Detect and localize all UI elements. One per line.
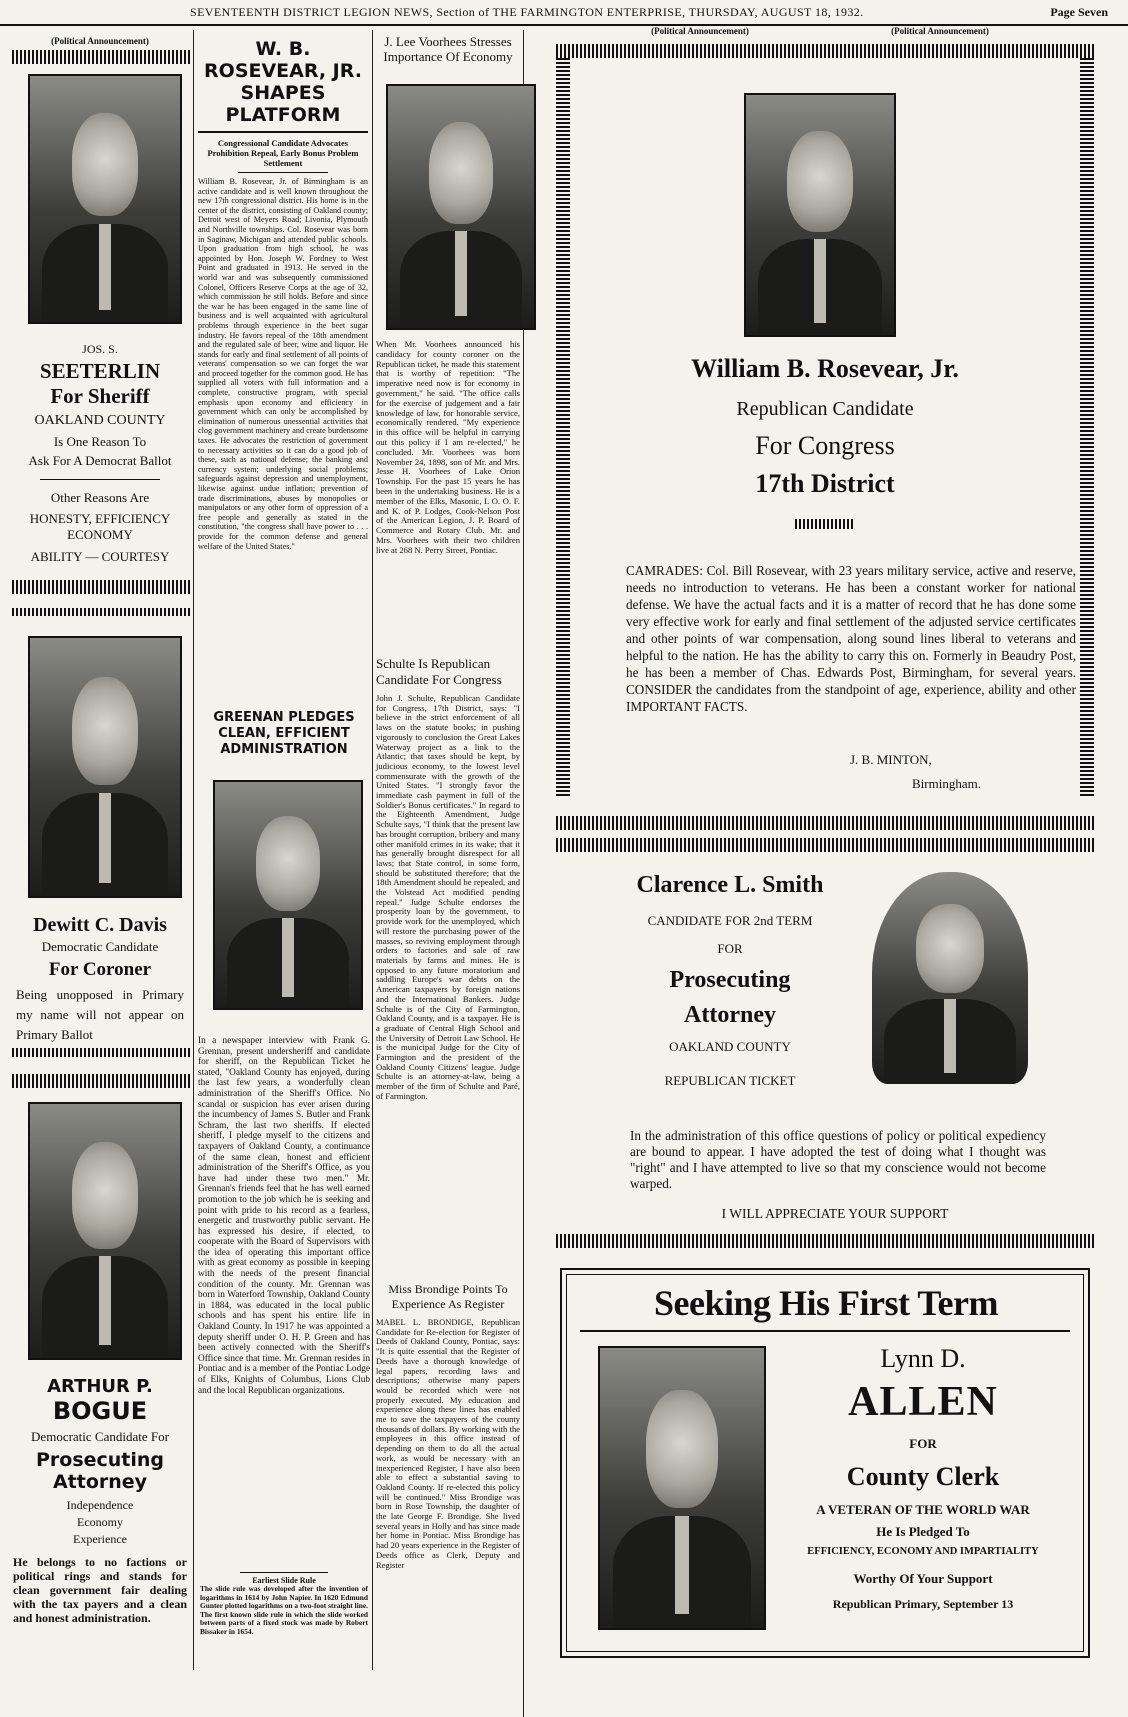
seeterlin-name1: JOS. S. [82, 342, 118, 356]
seeterlin-name2: SEETERLIN [39, 359, 161, 383]
seeterlin-photo [28, 74, 182, 324]
rosevear-ad-line2: For Congress [755, 431, 895, 460]
smith-closing: I WILL APPRECIATE YOUR SUPPORT [721, 1206, 949, 1221]
voorhees-headline: J. Lee Voorhees Stresses Importance Of Economy [383, 34, 513, 64]
seeterlin-line2: Ask For A Democrat Ballot [28, 453, 172, 468]
smith-line4: Attorney [684, 1002, 776, 1028]
schulte-body: John J. Schulte, Republican Candidate for Congress, 17th District, says: "I believe in the strict enforcement of all laws on the statute books; in pushing vigorously to conclusion the Great Lakes Waterway project as a link to the Atlantic; that taxes should be kept, by judicious economy, to the lowest level commensurate with the growth of the United States. "I strongly favor the immediate cash payment in full of the Soldier's Bonus certificates." In regard to the Eighteenth Amendment, Judge Schulte says, "I think that the present law has brought corruption, bribery and many other manifold crimes in its wake; that it has generally brought disrespect for all laws; that State control, in some form, should be substituted therefore; that the 18th Amendment should be repealed, and the Volstead Act modified pending repeal." Judge Schulte endorses the prosperity loan by the government, to provide work for the unemployed, which will restore the purchasing power of the masses, so reviving employment through orders to factories and sale of raw materials by farms and mines. He is opposed to any future moratorium and saddling Europe's war debts on the American taxpayers by foreign nations and the International Bankers. Judge Schulte is of the City of Farmington, Oakland County, and is a taxpayer. He is a graduate of Central High School and the University of Detroit Law School. He is the municipal Judge for the City of Farmington and the president of the Oakland County Citizens' league. Judge Schulte is an attorney-at-law, being a member of the firm of Schulte and Paré, of Farmington. [376, 693, 520, 1101]
rosevear-ad-name: William B. Rosevear, Jr. [691, 354, 959, 383]
davis-note: Being unopposed in Primary my name will not appear on Primary Ballot [16, 987, 184, 1042]
allen-line3: EFFICIENCY, ECONOMY AND IMPARTIALITY [807, 1546, 1039, 1557]
rosevear-photo [744, 93, 896, 337]
divider [12, 50, 190, 64]
divider [556, 838, 1094, 852]
rosevear-ad-body: CAMRADES: Col. Bill Rosevear, with 23 years military service, active and reserve, needs no introduction to veterans. He has been a constant worker for national defense. We have the actual facts and it is a matter of record that he has done some very effective work for early and final settlement of the adjusted service certificates and other points of war compensation, along sound lines liberal to veterans and helpful to the nation. He has the ability to carry this on. Formerly in Beaudry Post, he has been a member of Chas. Edwards Post, Birmingham, for several years. CONSIDER the candidates from the standpoint of age, experience, ability and other IMPORTANT FACTS. [626, 563, 1076, 714]
masthead-line: SEVENTEENTH DISTRICT LEGION NEWS, Section of THE FARMINGTON ENTERPRISE, THURSDAY, AUGUST 18, 1932. [190, 5, 864, 19]
davis-photo [28, 636, 182, 898]
allen-line2: He Is Pledged To [876, 1524, 970, 1539]
allen-for: FOR [909, 1436, 937, 1451]
divider [12, 1048, 190, 1057]
voorhees-photo [386, 84, 536, 330]
davis-name: Dewitt C. Davis [33, 914, 167, 936]
grennan-headline: GREENAN PLEDGES CLEAN, EFFICIENT ADMINISTRATION [213, 710, 355, 757]
bogue-party: Democratic Candidate For [31, 1429, 169, 1444]
smith-line6: REPUBLICAN TICKET [664, 1073, 796, 1088]
brondige-headline: Miss Brondige Points To Experience As Register [388, 1282, 508, 1311]
political-label: (Political Announcement) [51, 36, 149, 46]
seeterlin-other: Other Reasons Are [50, 490, 150, 505]
seeterlin-reasons1: HONESTY, EFFICIENCY [29, 511, 171, 526]
allen-office: County Clerk [846, 1462, 1000, 1491]
davis-office: For Coroner [48, 959, 152, 980]
divider [556, 816, 1094, 830]
column-rule [372, 30, 373, 1670]
divider [12, 580, 190, 594]
brondige-body: MABEL L. BRONDIGE, Republican Candidate for Re-election for Register of Deeds of Oakland County, Pontiac, says: "It is quite essential that the Register of Deeds have a thorough knowledge of legal papers, recording laws and descriptions; otherwise many papers would be recorded which were not properly executed. My education and experience along these lines has enabled me to save the taxpayers of the county thousands of dollars. By working with the employees in this office instead of depending on them to do all the actual work, as would be necessary with an inexperienced Register, I have also been able to effect a substantial saving to Oakland County. If re-elected this policy will be continued." Miss Brondige was born in Rose Township, the daughter of the late George F. Brondige. She lived several years in Holly and has since made her home in Pontiac. Miss Brondige has had 20 years experience in the Register of Deeds office as Clerk, Deputy and Register [376, 1317, 520, 1570]
allen-line1: A VETERAN OF THE WORLD WAR [816, 1502, 1030, 1517]
davis-party: Democratic Candidate [41, 939, 159, 954]
rosevear-headline2: SHAPES PLATFORM [225, 82, 341, 126]
smith-line3: Prosecuting [669, 967, 791, 993]
political-label: (Political Announcement) [891, 26, 989, 36]
smith-photo [872, 872, 1028, 1084]
rosevear-ad-sig2: Birmingham. [912, 776, 981, 791]
smith-name: Clarence L. Smith [636, 872, 824, 898]
rosevear-ad-line1: Republican Candidate [736, 398, 914, 420]
bogue-name1: ARTHUR P. [47, 1376, 153, 1397]
divider [580, 1330, 1070, 1332]
seeterlin-line1: Is One Reason To [53, 434, 147, 449]
smith-line1: CANDIDATE FOR 2nd TERM [647, 913, 813, 928]
rosevear-ad-sig1: J. B. MINTON, [850, 752, 932, 767]
bogue-office2: Attorney [52, 1471, 148, 1493]
bogue-note: He belongs to no factions or political rings and stands for clean government fair dealing with the tax payers and a clean and honest administration. [13, 1555, 187, 1625]
smith-line5: OAKLAND COUNTY [669, 1039, 791, 1054]
seeterlin-county: OAKLAND COUNTY [34, 413, 166, 428]
seeterlin-reasons2: ECONOMY [67, 527, 133, 542]
divider [556, 1234, 1094, 1248]
allen-line5: Republican Primary, September 13 [832, 1597, 1014, 1611]
rosevear-ad-line3: 17th District [755, 469, 895, 498]
allen-photo [598, 1346, 766, 1630]
seeterlin-office: For Sheriff [50, 384, 150, 408]
allen-first: Lynn D. [880, 1344, 966, 1373]
slide-rule-headline: Earliest Slide Rule [252, 1576, 316, 1585]
divider [12, 608, 190, 616]
allen-banner: Seeking His First Term [653, 1283, 998, 1323]
seeterlin-reasons3: ABILITY — COURTESY [30, 549, 170, 564]
masthead [0, 0, 1128, 26]
bogue-q3: Experience [73, 1532, 127, 1546]
political-label: (Political Announcement) [651, 26, 749, 36]
slide-rule-body: The slide rule was developed after the invention of logarithms in 1614 by John Napier. In 1620 Edmund Gunter plotted logarithms on a two-foot straight line. The first known slide rule in which the slide worked between parts of a fixed stock was made by Robert Bissaker in 1654. [200, 1584, 368, 1636]
rosevear-body: William B. Rosevear, Jr. of Birmingham is an active candidate and is well known throughout the new 17th congressional district. His home is in the center of the district, consisting of Oakland county; Detroit west of Meyers Road; Livonia, Plymouth and Northville townships. Col. Rosevear was born in Saginaw, Michigan and attended public schools. Upon graduation from high school, he was appointed by Hon. Joseph W. Fordney to West Point and graduated in 1913. He served in the world war and was subsequently commissioned Colonel, Officers Reserve Corps at the age of 32, which commission he still holds. Before and since the war he has been engaged in the same line of business and is well acquainted with agricultural problems through experience in the beet sugar industry. He favors repeal of the 18th amendment and the regulated sale of beer, wine and liquor. He stands for early and final settlement of all points of veterans' compensation so we can forget the war and proceed together for the common good. He has supplied all voters with full information and a complete, constructive program, with special emphasis upon economy and efficiency in government which can only be accomplished by elimination of numerous unessential activities that clog government machinery and create burdensome taxes. He advocates the restriction of government to necessary activities so it can do a good job of these, such as national defense; the banking and currency system; underlying social problems; safeguards against depression and unemployment, likewise against undue inflation; prevention of trade discriminations, abuses by monopolies or manipulators or any other form of oppression of a free people and generally as stated in the constitution, "the congress shall have power to . . . provide for the common defense and general welfare of the United States." [198, 177, 368, 551]
bogue-photo [28, 1102, 182, 1360]
voorhees-body: When Mr. Voorhees announced his candidacy for county coroner on the Republican ticket, he made this statement that is worthy of repetition: "The imperative need now is for economy in government," he said. "The office calls for the exercise of judgement and a fair knowledge of law, for honorable service, economically rendered. "My experience in this office will be helpful in carrying out this policy if I am re-elected," he concluded. Mr. Voorhees was born November 24, 1898, son of Mr. and Mrs. Jesse H. Voorhees of Lake Orion Township. For the past 15 years he has been in the undertaking business. He is a member of the Elks, Masonic, I. O. O. F. and K. of P. Lodges, Cook-Nelson Post of the American Legion, J. P. Board of Commerce and Rotary Club. Mr. and Mrs. Voorhees with their two children live at 268 N. Perry Street, Pontiac. [376, 339, 520, 555]
allen-last: ALLEN [848, 1379, 998, 1425]
bogue-name2: BOGUE [52, 1397, 148, 1425]
rosevear-deck: Congressional Candidate Advocates Prohibition Repeal, Early Bonus Problem Settlement [207, 138, 359, 168]
grennan-photo [213, 780, 363, 1010]
divider [556, 44, 1094, 58]
grennan-body: In a newspaper interview with Frank G. Grennan, present undersheriff and candidate for sheriff, on the Republican Ticket he stated, "Oakland County has enjoyed, during the last few years, a wonderfully clean administration of the Sheriff's Office. No scandal or suspicion has ever arisen during the incumbency of James S. Butler and Frank Schram, the last two sheriffs. If elected sheriff, I pledge myself to the citizens and taxpayers of Oakland County, a continuance of the same clean, honest and efficient administration of the Sheriff's Office, as you have had under these two men." Mr. Grennan's friends feel that he has well earned promotion to the job which he is seeking and point with pride to his record as a fearless, energetic and trustworthy public servant. He has expressed his desire, if elected, to cooperate with the Board of Supervisors with the idea of operating this important office with as great economy as possible in keeping with the needs of the present financial condition of the county. Mr. Grennan was born in Waterford Township, Oakland County in 1884, was educated in the local public schools and has spent his entire life in Oakland County. In 1917 he was appointed a deputy sheriff under O. H. P. Green and has been actively connected with the Sheriff's Office since that time. Mr. Grennan resides in Pontiac and is a member of the Pontiac Lodge of Elks, Knights of Columbus, Lions Club and the local Republican organizations. [198, 1036, 370, 1396]
column-rule [193, 30, 194, 1670]
bogue-q2: Economy [77, 1515, 123, 1529]
page-number: Page Seven [1050, 5, 1108, 19]
schulte-headline: Schulte Is Republican Candidate For Congress [376, 656, 502, 687]
smith-line2: FOR [717, 941, 743, 956]
allen-line4: Worthy Of Your Support [853, 1571, 993, 1586]
divider [12, 1074, 190, 1088]
bogue-office1: Prosecuting [35, 1449, 165, 1471]
bogue-q1: Independence [66, 1498, 134, 1512]
rosevear-headline1: W. B. ROSEVEAR, JR. [204, 38, 362, 82]
smith-body: In the administration of this office questions of policy or political expediency are bound to appear. I have adopted the test of doing what I thought was "right" and I have attempted to live so that my conscience would not become warped. [630, 1128, 1046, 1191]
